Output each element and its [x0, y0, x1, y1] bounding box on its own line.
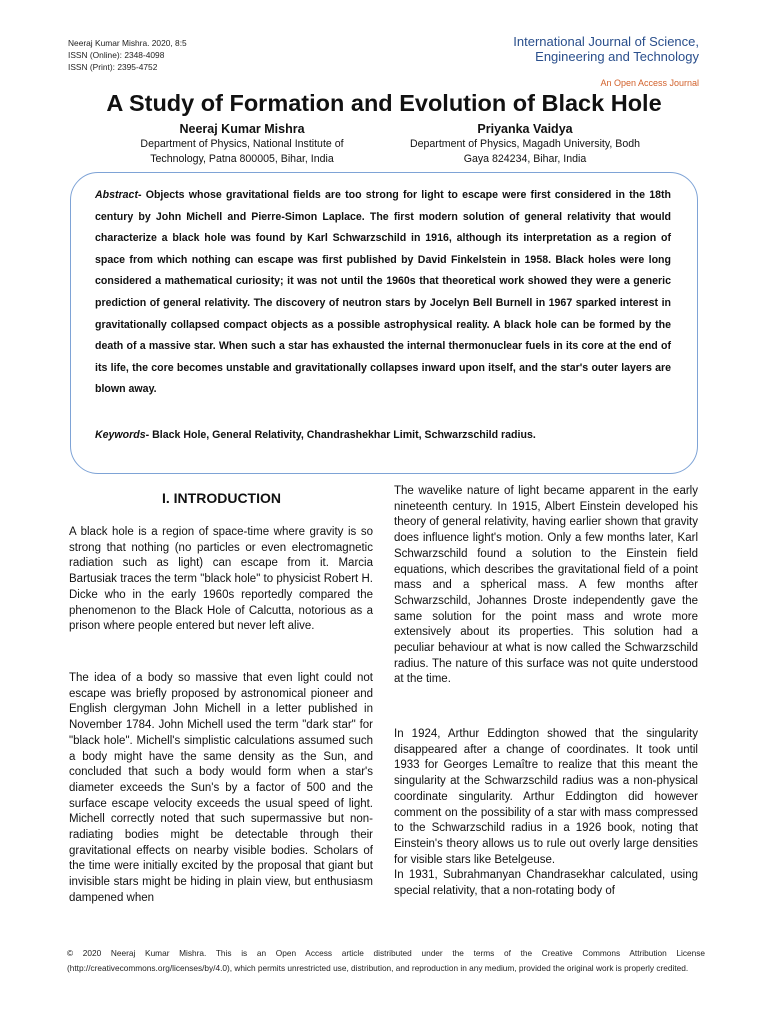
- keywords-text: - Black Hole, General Relativity, Chandrashekhar Limit, Schwarzschild radius.: [145, 429, 536, 441]
- section-heading-introduction: I. INTRODUCTION: [162, 490, 281, 506]
- author-affiliation-line1: Department of Physics, Magadh University, Bodh: [409, 138, 641, 150]
- body-paragraph: In 1924, Arthur Eddington showed that the singularity disappeared after a change of coordinates. It took until 1933 for Georges Lemaître to realize that this meant the singularity at the Schwarzschild radius was a non-physical coordinate singularity. Arthur Eddington did however comment on the possibility of a star with mass compressed to the Schwarzschild radius in a 1926 book, noting that Einstein's theory allows us to rule out overly large densities for visible stars like Betelgeuse. In 1931, Subrahmanyan Chandrasekhar calculated, using special relativity, that a non-rotating body of: [394, 728, 698, 898]
- journal-name: [513, 34, 699, 64]
- abstract-text: - Objects whose gravitational fields are too strong for light to escape were first considered in the 18th century by John Michell and Pierre-Simon Laplace. The first modern solution of general relativity that would characterize a black hole was found by Karl Schwarzschild in 1916, although its interpretation as a region of space from which nothing can escape was first published by David Finkelstein in 1958. Black holes were long considered a mathematical curiosity; it was not until the 1960s that theoretical work showed they were a generic prediction of general relativity. The discovery of neutron stars by Jocelyn Bell Burnell in 1967 sparked interest in gravitationally collapsed compact objects as a possible astrophysical reality. A black hole can be formed by the death of a massive star. When such a star has exhausted the internal thermonuclear fuels in its core at the end of its life, the core becomes unstable and gravitationally collapses inward upon itself, and the star's outer layers are blown away.: [95, 189, 671, 396]
- citation-block: [68, 37, 187, 73]
- author-1: [92, 121, 392, 167]
- license-footer: © 2020 Neeraj Kumar Mishra. This is an Open Access article distributed under the terms of the Creative Commons Attribution License (http://creativecommons.org/licenses/by/4.0), which permits unrestricted use, distribution, and reproduction in any medium, provided the original work is properly credited.: [67, 948, 705, 973]
- issn-online: ISSN (Online): 2348-4098: [68, 50, 165, 60]
- body-paragraph: The idea of a body so massive that even light could not escape was briefly proposed by astronomical pioneer and English clergyman John Michell in a letter published in November 1784. John Michell used the term "dark star" for "black hole". Michell's simplistic calculations assumed such a body might have the same density as the Sun, and concluded that such a body would form when a star's diameter exceeds the Sun's by a factor of 500 and the surface escape velocity exceeds the usual speed of light. Michell correctly noted that such supermassive but non-radiating bodies might be detectable through their gravitational effects on nearby visible bodies. Scholars of the time were initially excited by the proposal that giant but invisible stars might be hiding in plain view, but enthusiasm dampened when: [69, 672, 373, 904]
- author-2: [375, 121, 675, 167]
- author-name: Priyanka Vaidya: [477, 122, 573, 136]
- keywords-label: Keywords: [95, 429, 146, 441]
- keywords: [95, 427, 671, 443]
- author-affiliation-line2: Technology, Patna 800005, Bihar, India: [150, 153, 334, 165]
- author-affiliation-line1: Department of Physics, National Institute of: [140, 138, 344, 150]
- body-paragraph: A black hole is a region of space-time where gravity is so strong that nothing (no particles or even electromagnetic radiation such as light) can escape from it. Marcia Bartusiak traces the term "black hole" to physicist Robert H. Dicke who in the early 1960s reportedly compared the phenomenon to the Black Hole of Calcutta, notorious as a prison where people entered but never left alive.: [69, 526, 373, 633]
- abstract-label: Abstract: [95, 189, 138, 201]
- journal-name-line1: International Journal of Science,: [513, 34, 699, 49]
- issn-print: ISSN (Print): 2395-4752: [68, 62, 158, 72]
- author-name: Neeraj Kumar Mishra: [179, 122, 305, 136]
- journal-name-line2: Engineering and Technology: [535, 49, 699, 64]
- body-paragraph: The wavelike nature of light became apparent in the early nineteenth century. In 1915, Albert Einstein developed his theory of general relativity, having earlier shown that gravity does influence light's motion. Only a few months later, Karl Schwarzschild found a solution to the Einstein field equations, which describes the gravitational field of a point mass and a spherical mass. A few months after Schwarzschild, Johannes Droste independently gave the same solution for the point mass and wrote more extensively about its properties. This solution had a peculiar behaviour at what is now called the Schwarzschild radius. The nature of this surface was not quite understood at the time.: [394, 485, 698, 686]
- abstract: [95, 185, 671, 401]
- open-access-label: An Open Access Journal: [600, 78, 699, 88]
- author-affiliation-line2: Gaya 824234, Bihar, India: [463, 153, 587, 165]
- paper-title: A Study of Formation and Evolution of Black Hole: [106, 90, 662, 116]
- citation: Neeraj Kumar Mishra. 2020, 8:5: [68, 38, 187, 48]
